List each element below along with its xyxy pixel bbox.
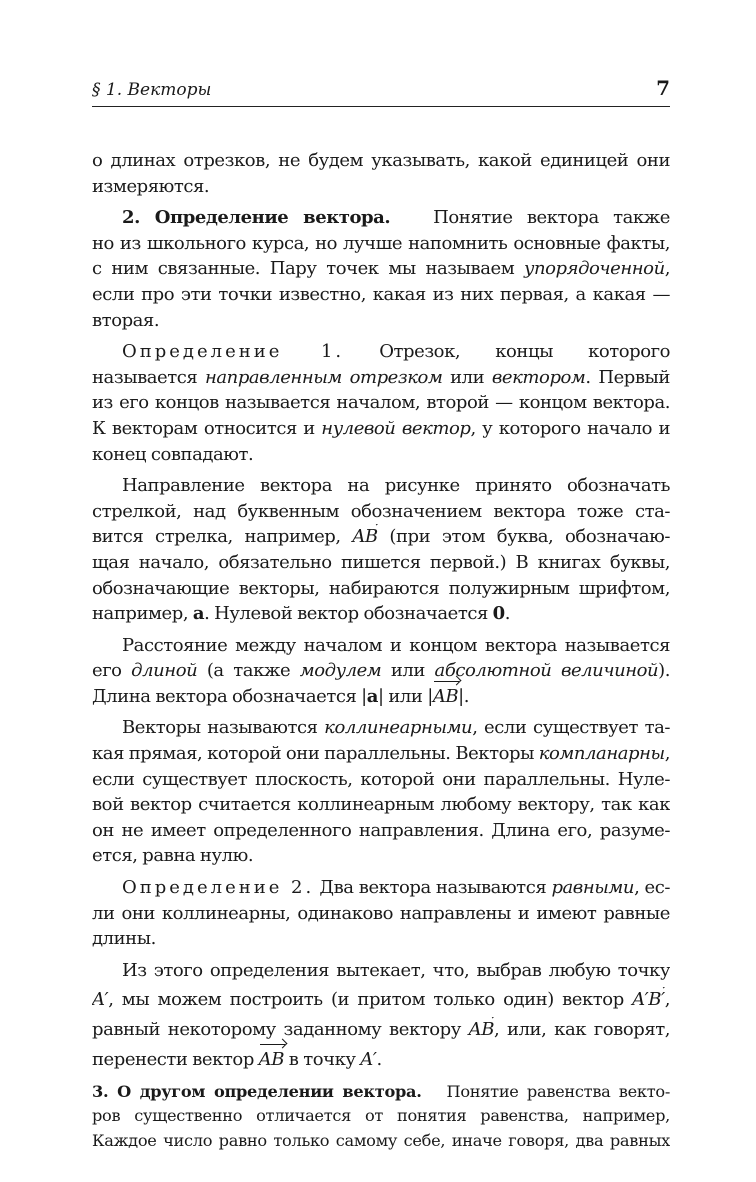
- text-line: Расстояние между началом и концом вектора называется: [122, 634, 670, 656]
- paragraph-continuation: [92, 148, 670, 199]
- page-number: 7: [656, 76, 670, 100]
- text-line: длины.: [92, 928, 156, 950]
- text-line: называется направленным отрезком или вектором. Первый: [92, 366, 670, 388]
- definition-label: Определение 2.: [122, 877, 315, 899]
- text-line: Длина вектора обозначается |a| или |AB|.: [92, 684, 670, 710]
- text-line: ли они коллинеарны, одинаково направлены и имеют равные: [92, 902, 670, 924]
- text-line: вторая.: [92, 309, 160, 331]
- text-line: ется, равна нулю.: [92, 845, 254, 867]
- text-line: К векторам относится и нулевой вектор, у которого начало и: [92, 417, 670, 439]
- text-line: с ним связанные. Пару точек мы называем упорядоченной,: [92, 258, 670, 280]
- definition-label: Определение 1.: [122, 341, 345, 363]
- text-line: Определение 2. Два вектора называются равными, ес-: [122, 877, 670, 899]
- paragraph-notation: [92, 473, 670, 627]
- text-line: он не имеет определенного направления. Длина его, разуме-: [92, 819, 670, 841]
- running-header: [92, 76, 670, 104]
- text-line: вится стрелка, например, AB (при этом буква, обозначаю-: [92, 524, 670, 550]
- vector-ab: AB: [469, 1017, 494, 1043]
- paragraph-other-definition: [92, 1080, 670, 1153]
- vector-a-prime-b-prime: A′B′: [632, 987, 665, 1013]
- paragraph-transfer: [92, 958, 670, 1072]
- text-line: A′, мы можем построить (и притом только один) вектор A′B′,: [92, 987, 670, 1013]
- vector-ab: AB: [352, 524, 377, 550]
- text-line: вой вектор считается коллинеарным любому вектору, так как: [92, 794, 670, 816]
- text-line: 3. О другом определении вектора. Понятие равенства векто-: [92, 1082, 670, 1102]
- text-line: стрелкой, над буквенным обозначением вектора тоже ста-: [92, 500, 670, 522]
- body-text: [92, 148, 670, 1153]
- text-line: щая начало, обязательно пишется первой.) В книгах буквы,: [92, 551, 670, 573]
- text-line: если про эти точки известно, какая из них первая, а какая —: [92, 283, 670, 305]
- vector-ab: AB: [433, 684, 458, 710]
- section-title: § 1. Векторы: [92, 80, 212, 100]
- text-line: из его концов называется началом, второй — концом вектора.: [92, 392, 670, 414]
- text-line: 2. Определение вектора. Понятие вектора также: [122, 207, 670, 229]
- text-line: например, a. Нулевой вектор обозначается 0.: [92, 603, 510, 625]
- paragraph-collinear: [92, 715, 670, 869]
- text-line: о длинах отрезков, не будем указывать, какой единицей они: [92, 150, 670, 171]
- text-line: но из школьного курса, но лучше напомнить основные факты,: [92, 232, 670, 254]
- definition-1: [92, 339, 670, 467]
- text-line: ров существенно отличается от понятия равенства, например,: [92, 1106, 670, 1126]
- text-line: Каждое число равно только самому себе, иначе говоря, два равных: [92, 1130, 670, 1150]
- text-line: измеряются.: [92, 175, 210, 197]
- subsection-heading: 2. Определение вектора.: [122, 207, 391, 229]
- text-line: конец совпадают.: [92, 443, 254, 465]
- text-line: если существует плоскость, которой они параллельны. Нуле-: [92, 768, 670, 790]
- text-line: Из этого определения вытекает, что, выбрав любую точку: [122, 959, 670, 981]
- paragraph-length: [92, 633, 670, 710]
- paragraph-definition-heading: [92, 205, 670, 333]
- text-line: равный некоторому заданному вектору AB, или, как говорят,: [92, 1017, 670, 1043]
- text-line: перенести вектор AB в точку A′.: [92, 1047, 670, 1073]
- text-line: кая прямая, которой они параллельны. Векторы компланарны,: [92, 743, 670, 765]
- text-line: обозначающие векторы, набираются полужирным шрифтом,: [92, 577, 670, 599]
- header-rule: [92, 106, 670, 107]
- definition-2: [92, 875, 670, 952]
- subsection-heading: 3. О другом определении вектора.: [92, 1082, 422, 1102]
- text-line: его длиной (а также модулем или абсолютной величиной).: [92, 660, 670, 682]
- text-line: Направление вектора на рисунке принято обозначать: [122, 475, 670, 497]
- text-line: Определение 1. Отрезок, концы которого: [122, 341, 670, 363]
- vector-ab: AB: [259, 1047, 284, 1073]
- text-line: Векторы называются коллинеарными, если существует та-: [122, 717, 670, 739]
